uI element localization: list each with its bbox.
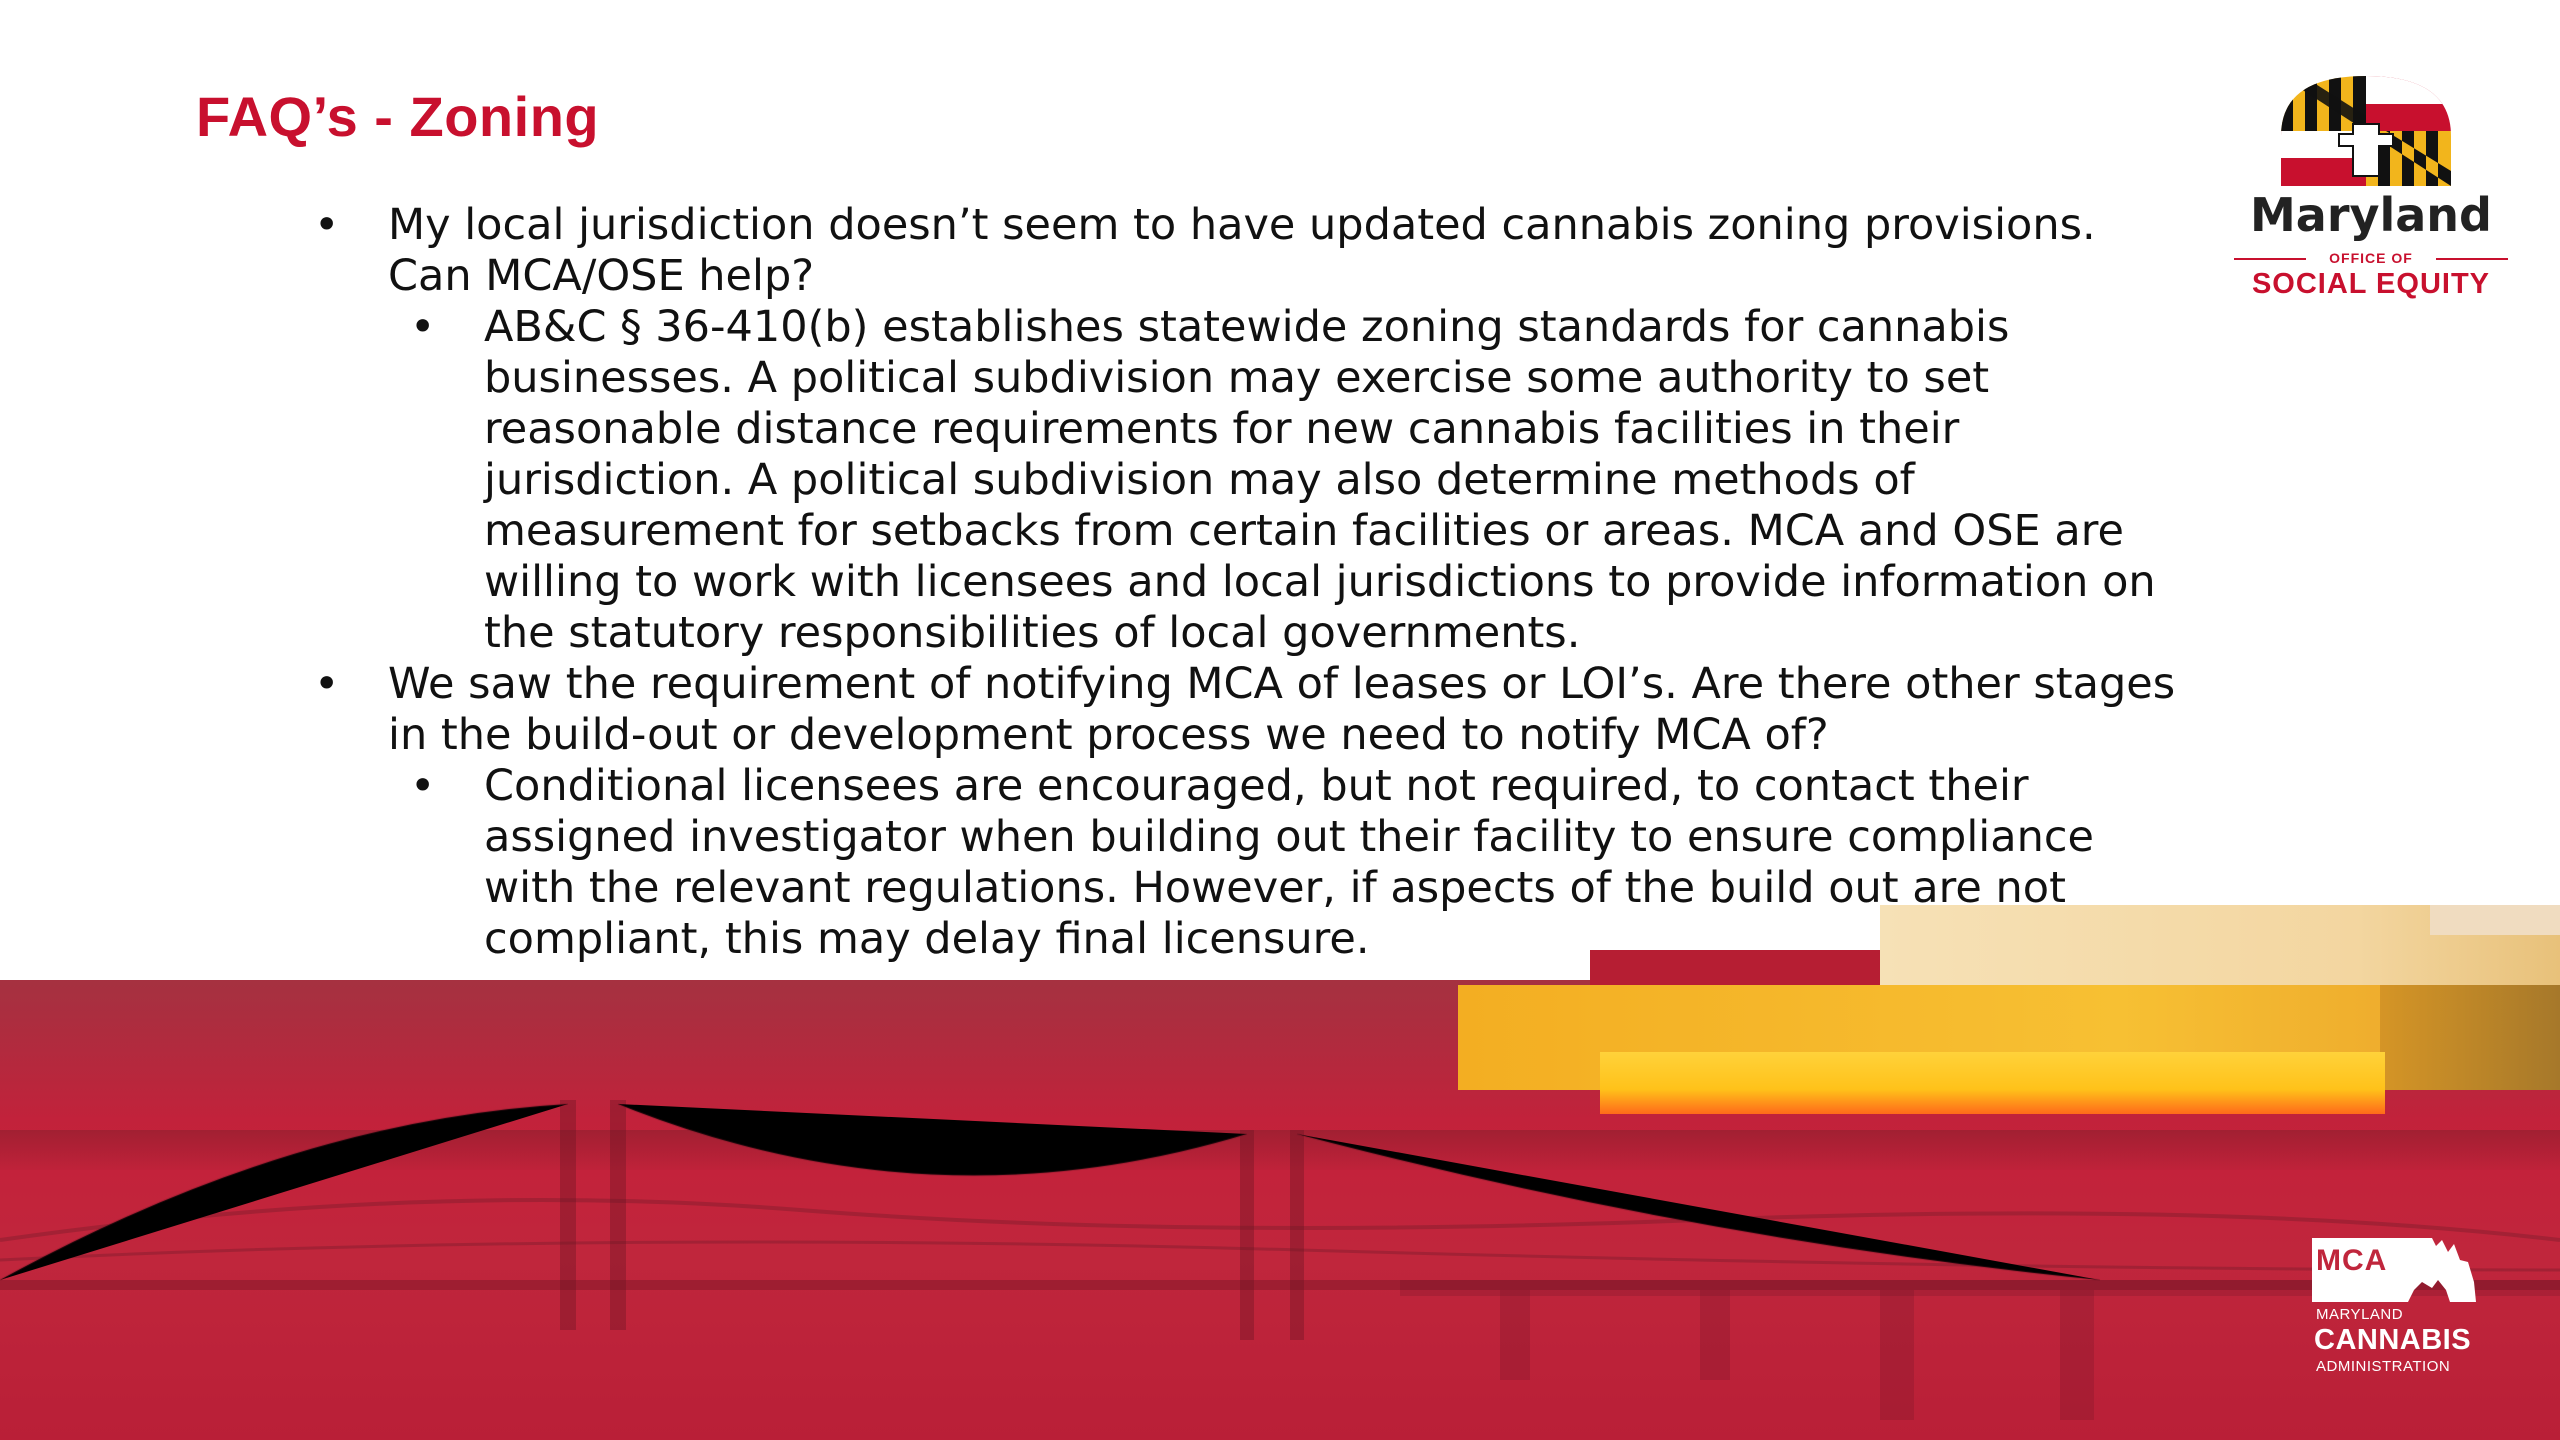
mca-logo xyxy=(2310,1232,2490,1382)
stripe-gold-dark xyxy=(2380,985,2560,1090)
mca-logo-abbr: MCA xyxy=(2316,1244,2388,1277)
mca-logo-administration: ADMINISTRATION xyxy=(2316,1358,2451,1375)
faq-list xyxy=(300,200,2180,965)
faq-answer: • AB&C § 36-410(b) establishes statewide zoning standards for cannabis businesses. A political subdivision may exercise some authority to set reasonable distance requirements for new cannabis facilities in their jurisdiction. A political subdivision may also determine methods of measurement for setbacks from certain facilities or areas. MCA and OSE are willing to work with licensees and local jurisdictions to provide information on the statutory responsibilities of local governments. xyxy=(300,302,2180,659)
maryland-flag-emblem-icon xyxy=(2281,76,2451,186)
mca-logo-state: MARYLAND xyxy=(2316,1306,2404,1323)
ose-divider-right xyxy=(2436,258,2508,260)
faq-question: • We saw the requirement of notifying MCA of leases or LOI’s. Are there other stages in the build-out or development process we need to notify MCA of? xyxy=(300,659,2180,761)
faq-question: • My local jurisdiction doesn’t seem to have updated cannabis zoning provisions. Can MCA/OSE help? xyxy=(300,200,2180,302)
slide-title: FAQ’s - Zoning xyxy=(196,85,600,148)
ose-logo-name: Maryland xyxy=(2250,188,2492,242)
ose-logo-office: OFFICE OF xyxy=(2329,250,2413,266)
ose-logo-social-equity: SOCIAL EQUITY xyxy=(2251,268,2491,300)
stripe-yellow xyxy=(1600,1052,2385,1114)
stripe-cream-accent xyxy=(2430,905,2560,935)
maryland-ose-logo xyxy=(2226,76,2516,306)
faq-answer: • Conditional licensees are encouraged, but not required, to contact their assigned investigator when building out their facility to ensure compliance with the relevant regulations. However, if aspects of the build out are not compliant, this may delay final licensure. xyxy=(300,761,2180,965)
mca-logo-cannabis: CANNABIS xyxy=(2314,1324,2472,1356)
